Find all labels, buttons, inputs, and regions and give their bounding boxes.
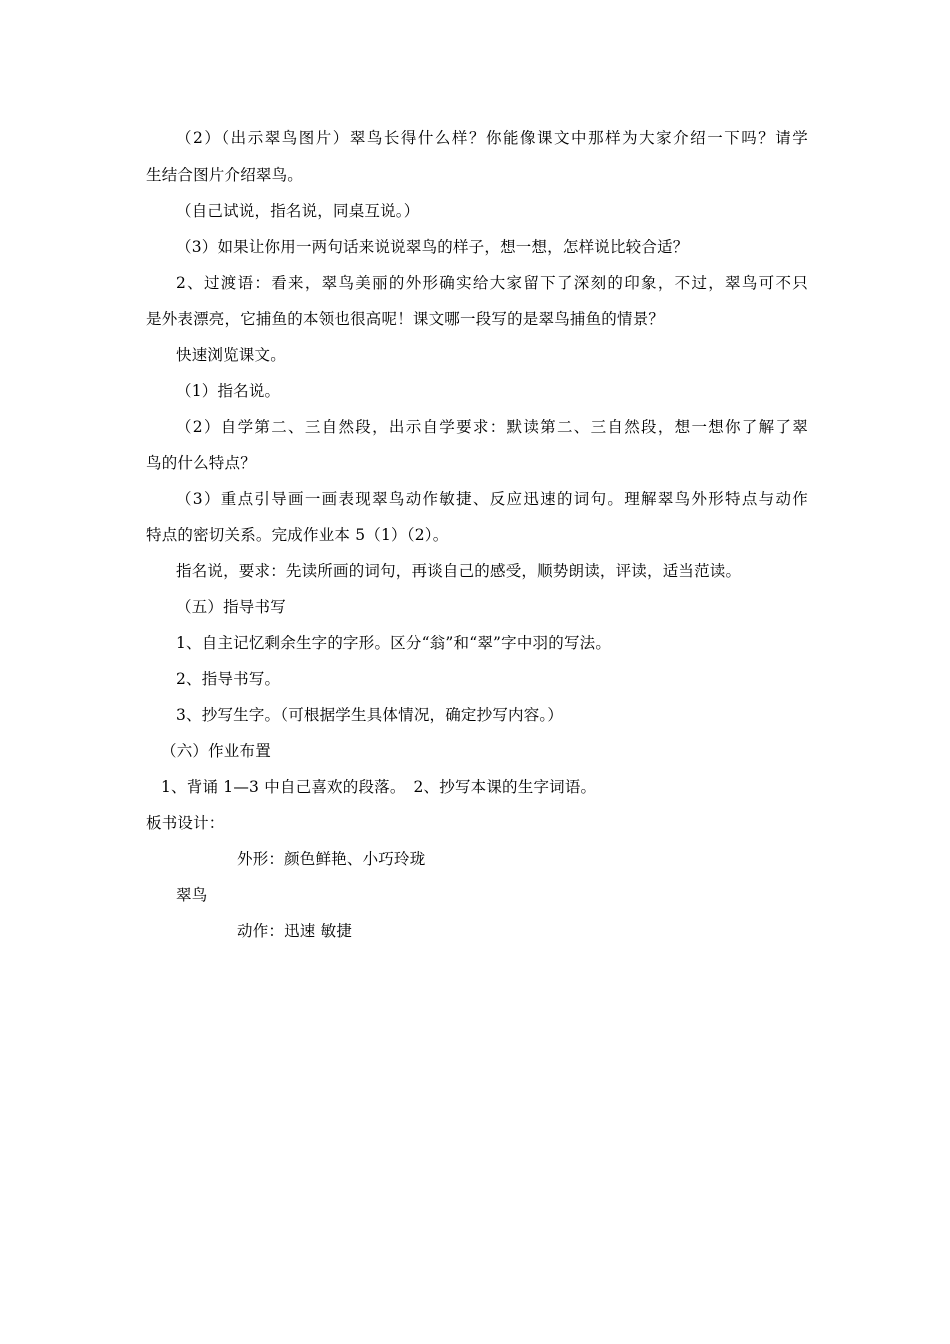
paragraph-line: 1、背诵 1—3 中自己喜欢的段落。 2、抄写本课的生字词语。 bbox=[161, 778, 597, 796]
paragraph-line: 2、过渡语：看来，翠鸟美丽的外形确实给大家留下了深刻的印象，不过，翠鸟可不只 bbox=[176, 274, 808, 292]
paragraph-line: 是外表漂亮，它捕鱼的本领也很高呢！课文哪一段写的是翠鸟捕鱼的情景？ bbox=[146, 310, 665, 328]
board-design-line: 外形：颜色鲜艳、小巧玲珑 bbox=[237, 850, 426, 868]
board-design-line: 翠鸟 bbox=[176, 886, 208, 904]
board-design-heading: 板书设计： bbox=[146, 814, 225, 832]
paragraph-line: 2、指导书写。 bbox=[176, 670, 281, 688]
paragraph-line: （1）指名说。 bbox=[176, 382, 281, 400]
paragraph-line: 快速浏览课文。 bbox=[176, 346, 286, 364]
paragraph-line: 1、自主记忆剩余生字的字形。区分“翁”和“翠”字中羽的写法。 bbox=[176, 634, 612, 652]
paragraph-line: 生结合图片介绍翠鸟。 bbox=[146, 166, 304, 184]
paragraph-line: 指名说，要求：先读所画的词句，再谈自己的感受，顺势朗读，评读，适当范读。 bbox=[176, 562, 742, 580]
paragraph-line: 特点的密切关系。完成作业本 5（1）（2）。 bbox=[146, 526, 449, 544]
paragraph-line: 鸟的什么特点？ bbox=[146, 454, 256, 472]
paragraph-line: （3）如果让你用一两句话来说说翠鸟的样子，想一想，怎样说比较合适？ bbox=[176, 238, 689, 256]
section-heading: （五）指导书写 bbox=[176, 598, 286, 616]
board-design-line: 动作：迅速 敏捷 bbox=[237, 922, 353, 940]
paragraph-line: （2）自学第二、三自然段，出示自学要求：默读第二、三自然段，想一想你了解了翠 bbox=[176, 418, 808, 436]
paragraph-line: （2）（出示翠鸟图片）翠鸟长得什么样？你能像课文中那样为大家介绍一下吗？请学 bbox=[176, 129, 808, 147]
paragraph-line: （自己试说，指名说，同桌互说。） bbox=[176, 202, 420, 220]
section-heading: （六）作业布置 bbox=[161, 742, 271, 760]
paragraph-line: 3、抄写生字。（可根据学生具体情况，确定抄写内容。） bbox=[176, 706, 564, 724]
paragraph-line: （3）重点引导画一画表现翠鸟动作敏捷、反应迅速的词句。理解翠鸟外形特点与动作 bbox=[176, 490, 808, 508]
